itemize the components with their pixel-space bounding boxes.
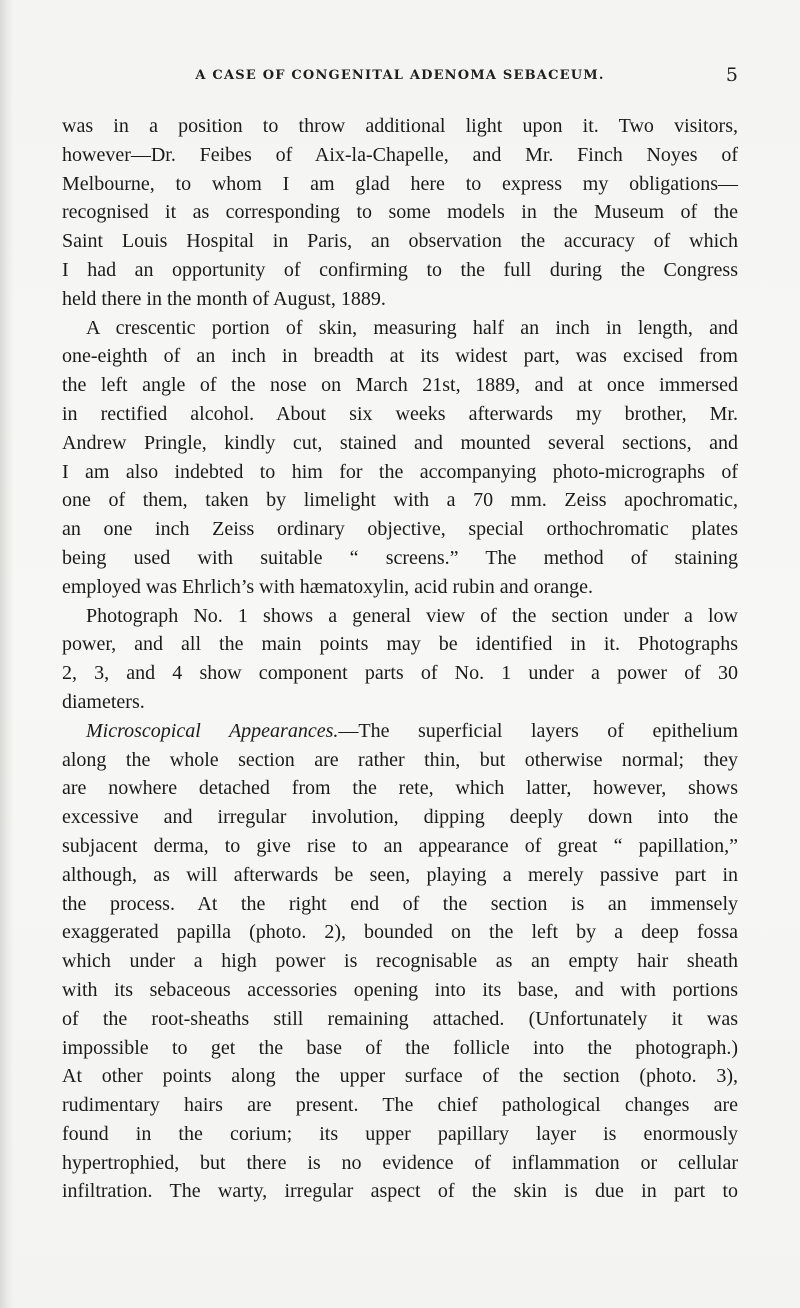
- text-line: being used with suitable “ screens.” The method of staining: [62, 546, 738, 569]
- page-gutter-shadow: [0, 0, 14, 1308]
- text-line: infiltration. The warty, irregular aspect of the skin is due in part to: [62, 1180, 738, 1203]
- text-line: are nowhere detached from the rete, which latter, however, shows: [62, 777, 738, 800]
- text-line: was in a position to throw additional light upon it. Two visitors,: [62, 115, 738, 137]
- text-line: Andrew Pringle, kindly cut, stained and mounted several sections, and: [62, 431, 738, 454]
- text-line: 2, 3, and 4 show component parts of No. 1 under a power of 30: [62, 662, 738, 685]
- text-line: [62, 717, 738, 746]
- text-line: one of them, taken by limelight with a 70 mm. Zeiss apochromatic,: [62, 489, 738, 512]
- text-line: excessive and irregular involution, dipping deeply down into the: [62, 806, 738, 829]
- text-line: found in the corium; its upper papillary layer is enormously: [62, 1122, 738, 1145]
- text-line: Photograph No. 1 shows a general view of the section under a low: [86, 604, 738, 627]
- text-line: the process. At the right end of the section is an immensely: [62, 892, 738, 915]
- text-line: held there in the month of August, 1889.: [62, 287, 386, 310]
- text-line: however—Dr. Feibes of Aix-la-Chapelle, and Mr. Finch Noyes of: [62, 143, 738, 166]
- text-line: hypertrophied, but there is no evidence of inflammation or cellular: [62, 1151, 738, 1174]
- text-line: A crescentic portion of skin, measuring half an inch in length, and: [86, 316, 738, 339]
- text-line: one-eighth of an inch in breadth at its widest part, was excised from: [62, 345, 738, 368]
- text-line: Melbourne, to whom I am glad here to express my obligations—: [62, 172, 738, 195]
- text-line: power, and all the main points may be identified in it. Photographs: [62, 633, 738, 656]
- text-line: with its sebaceous accessories opening into its base, and with portions: [62, 978, 738, 1001]
- section-text: —The superficial layers of epithelium: [338, 719, 739, 742]
- text-line: subjacent derma, to give rise to an appearance of great “ papillation,”: [62, 834, 738, 857]
- text-line: Saint Louis Hospital in Paris, an observation the accuracy of which: [62, 230, 738, 253]
- text-line: impossible to get the base of the follicle into the photograph.): [62, 1036, 738, 1059]
- text-line: diameters.: [62, 690, 145, 713]
- text-line: an one inch Zeiss ordinary objective, special orthochromatic plates: [62, 518, 738, 541]
- text-line: recognised it as corresponding to some models in the Museum of the: [62, 201, 738, 224]
- text-line: of the root-sheaths still remaining attached. (Unfortunately it was: [62, 1007, 738, 1030]
- text-line: in rectified alcohol. About six weeks afterwards my brother, Mr.: [62, 402, 738, 425]
- running-title: A CASE OF CONGENITAL ADENOMA SEBACEUM.: [195, 68, 605, 83]
- running-head: [62, 64, 738, 90]
- text-line: At other points along the upper surface of the section (photo. 3),: [62, 1065, 738, 1088]
- body-text: [62, 112, 738, 1206]
- text-line: rudimentary hairs are present. The chief pathological changes are: [62, 1094, 738, 1117]
- section-heading: Microscopical Appearances.: [86, 719, 339, 742]
- text-line: although, as will afterwards be seen, playing a merely passive part in: [62, 863, 738, 886]
- text-line: which under a high power is recognisable as an empty hair sheath: [62, 950, 738, 973]
- text-line: I am also indebted to him for the accompanying photo-micrographs of: [62, 460, 738, 483]
- text-line: I had an opportunity of confirming to the full during the Congress: [62, 258, 738, 281]
- text-line: employed was Ehrlich’s with hæmatoxylin, acid rubin and orange.: [62, 575, 593, 598]
- text-line: the left angle of the nose on March 21st, 1889, and at once immersed: [62, 374, 738, 397]
- text-line: exaggerated papilla (photo. 2), bounded on the left by a deep fossa: [62, 921, 738, 944]
- text-line: along the whole section are rather thin, but otherwise normal; they: [62, 748, 738, 771]
- page-number: 5: [725, 64, 738, 86]
